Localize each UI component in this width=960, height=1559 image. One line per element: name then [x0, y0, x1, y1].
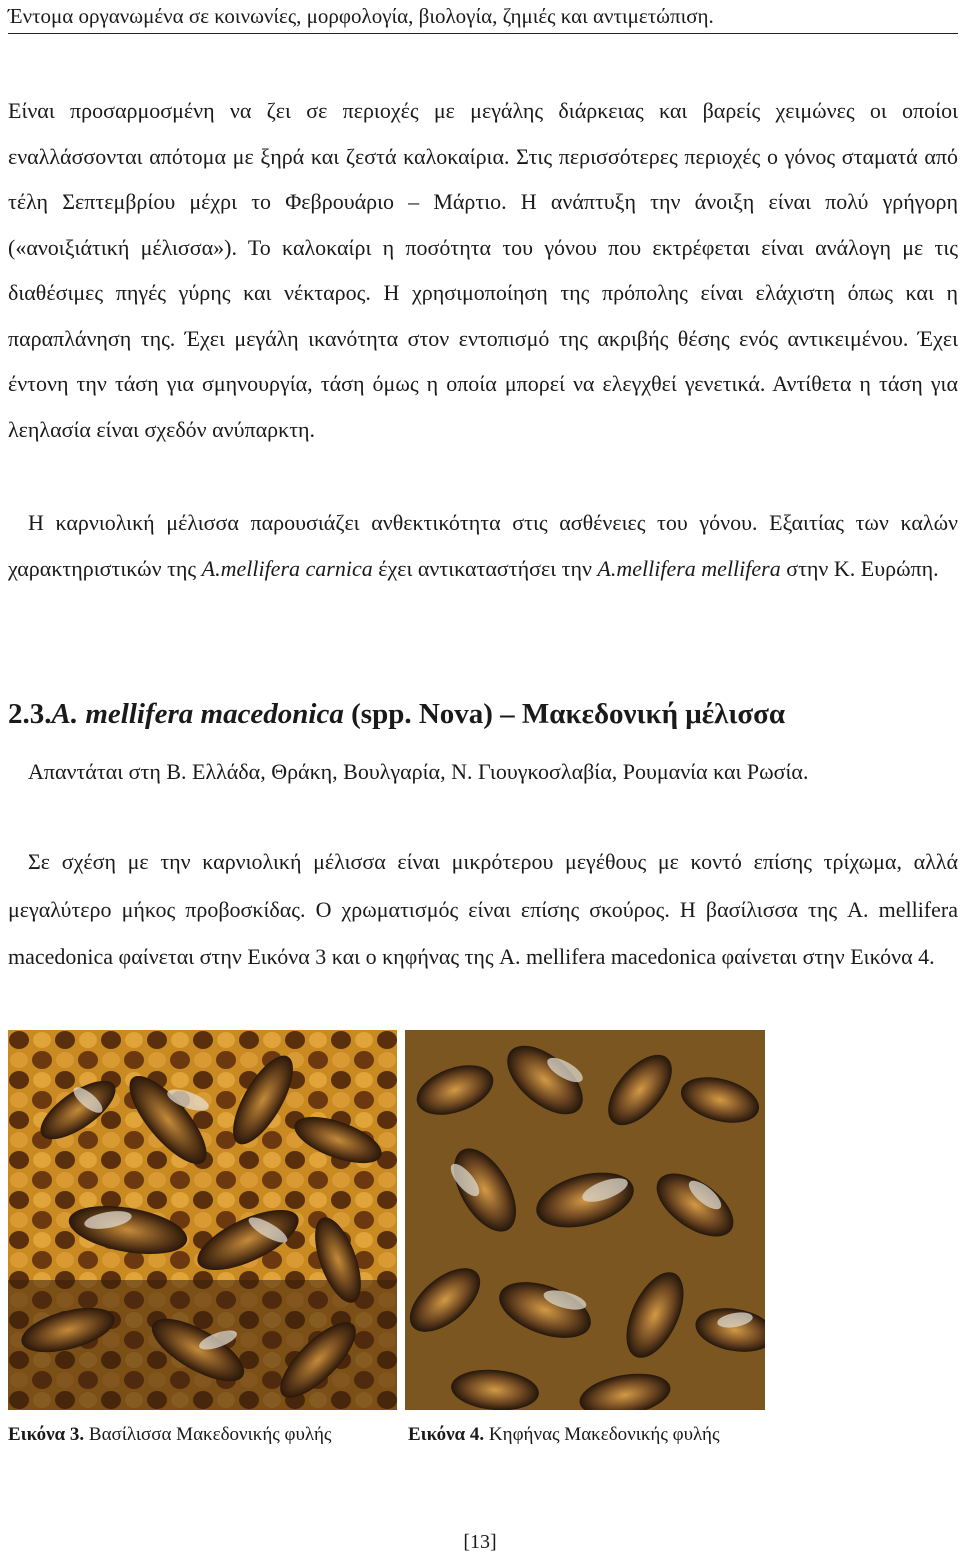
figure-3-photo: [8, 1030, 397, 1410]
p2-species-1: A.mellifera carnica: [201, 555, 373, 581]
p2-text-2: έχει αντικαταστήσει την: [372, 555, 598, 581]
p2-species-2: A.mellifera mellifera: [597, 555, 781, 581]
paragraph-climate: Είναι προσαρμοσμένη να ζει σε περιοχές με μεγάλης διάρκειας και βαρείς χειμώνες οι οποίοι εναλλάσσονται απότομα με ξηρά και ζεστά καλοκαίρια. Στις περισσότερες περιοχές ο γόνος σταματά από τέλη Σεπτεμβρίου μέχρι το Φεβρουάριο – Μάρτιο. Η ανάπτυξη την άνοιξη είναι πολύ γρήγορη («ανοιξιάτική μέλισσα»). Το καλοκαίρι η ποσότητα του γόνου που εκτρέφεται είναι ανάλογη με τις διαθέσιμες πηγές γύρης και νέκταρος. Η χρησιμοποίηση της πρόπολης είναι ελάχιστη όπως και η παραπλάνηση της. Έχει μεγάλη ικανότητα στον εντοπισμό της ακριβής θέσης ενός αντικειμένου. Έχει έντονη την τάση για σμηνουργία, τάση όμως η οποία μπορεί να ελεγχθεί γενετικά. Αντίθετα η τάση για λεηλασία είναι σχεδόν ανύπαρκτη.: [8, 98, 958, 442]
figure-3-caption: [8, 1422, 331, 1448]
paragraph-description: Σε σχέση με την καρνιολική μέλισσα είναι μικρότερου μεγέθους με κοντό επίσης τρίχωμα, αλλά μεγαλύτερο μήκος προβοσκίδας. Ο χρωματισμός είναι επίσης σκούρος. Η βασίλισσα της A. mellifera macedonica φαίνεται στην Εικόνα 3 και ο κηφήνας της A. mellifera macedonica φαίνεται στην Εικόνα 4.: [8, 849, 958, 969]
paragraph-distribution: Απαντάται στη Β. Ελλάδα, Θράκη, Βουλγαρία, Ν. Γιουγκοσλαβία, Ρουμανία και Ρωσία.: [28, 759, 809, 784]
figure-4-label: Εικόνα 4.: [408, 1424, 485, 1445]
heading-number: 2.3.: [8, 698, 52, 730]
running-header: Έντομα οργανωμένα σε κοινωνίες, μορφολογία, βιολογία, ζημιές και αντιμετώπιση.: [8, 3, 958, 34]
heading-species: A. mellifera macedonica: [51, 698, 344, 730]
figure-4-text: Κηφήνας Μακεδονικής φυλής: [484, 1424, 720, 1445]
p2-text-1: Η καρνιολική μέλισσα παρουσιάζει ανθεκτικότητα στις ασθένειες του γόνου. Εξαιτίας των καλών χαρακτηριστικών της: [8, 510, 958, 581]
heading-rest: (spp. Nova) – Μακεδονική μέλισσα: [343, 698, 786, 730]
paragraph-carnica-resistance: [8, 500, 958, 591]
figure-4-photo: [405, 1030, 765, 1410]
section-heading: [8, 694, 785, 734]
p2-text-3: στην Κ. Ευρώπη.: [780, 555, 939, 581]
figure-4-caption: [408, 1422, 720, 1448]
figure-3-text: Βασίλισσα Μακεδονικής φυλής: [84, 1424, 332, 1445]
page-number: [13]: [463, 1531, 497, 1553]
figure-3-label: Εικόνα 3.: [8, 1424, 85, 1445]
